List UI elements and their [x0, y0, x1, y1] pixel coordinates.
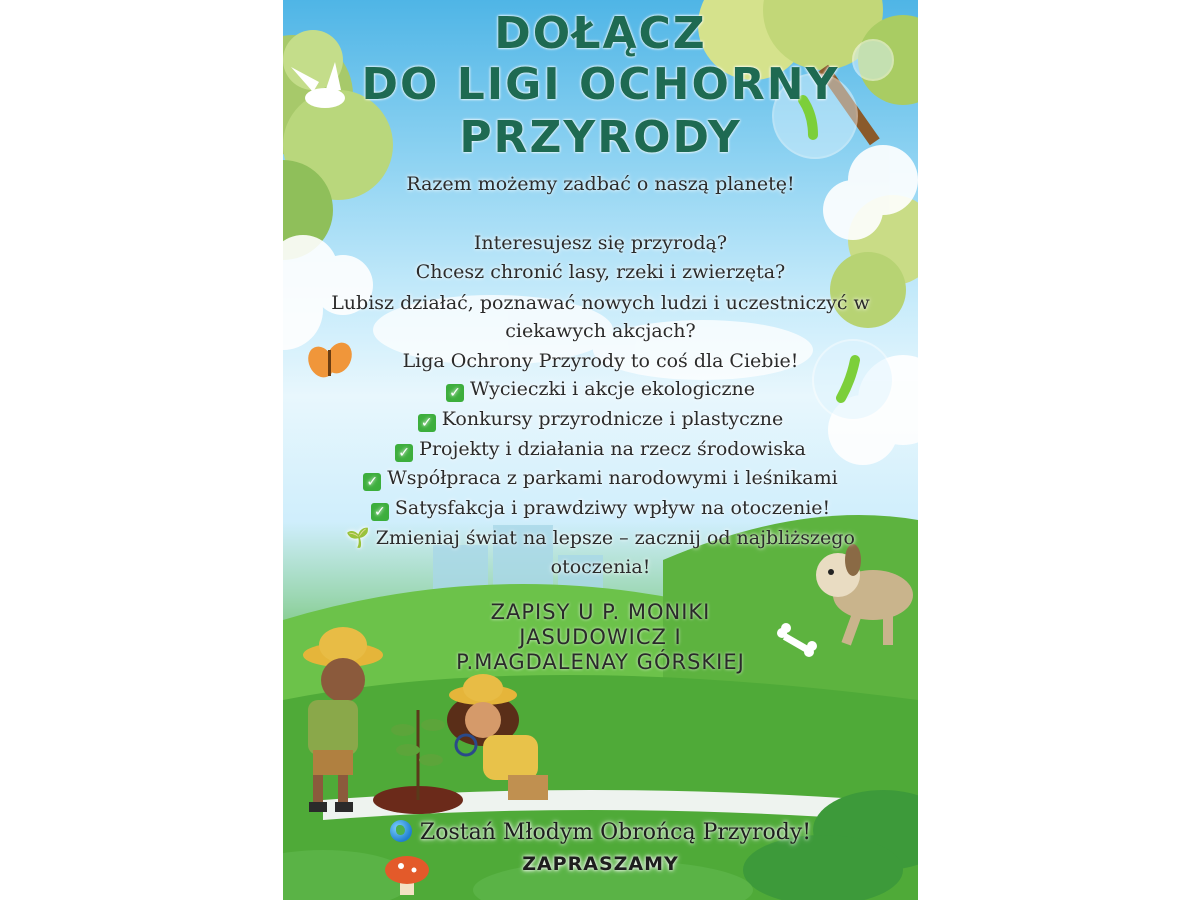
signup-line: P.MAGDALENAY GÓRSKIEJ: [456, 650, 745, 674]
signup-line: ZAPISY U P. MONIKI: [490, 600, 711, 624]
benefit-label: Współpraca z parkami narodowymi i leśnikami: [387, 467, 838, 489]
title-line-2: DO LIGI OCHORNY: [361, 59, 840, 110]
globe-icon: [390, 820, 412, 842]
closing-line: otoczenia!: [550, 556, 651, 578]
check-mark-icon: ✓: [418, 414, 436, 432]
check-mark-icon: ✓: [446, 384, 464, 402]
question-line: Chcesz chronić lasy, rzeki i zwierzęta?: [415, 261, 786, 283]
question-line: ciekawych akcjach?: [505, 320, 696, 342]
benefit-item: [283, 499, 918, 521]
benefit-label: Projekty i działania na rzecz środowiska: [419, 438, 806, 460]
check-mark-icon: ✓: [395, 444, 413, 462]
benefit-item: [283, 440, 918, 462]
question-line: Interesujesz się przyrodą?: [473, 232, 728, 254]
slogan: [283, 820, 918, 844]
poster: [283, 0, 918, 900]
title-line-1: DOŁĄCZ: [494, 8, 707, 59]
invite-text: ZAPRASZAMY: [522, 853, 679, 875]
question-line: Liga Ochrony Przyrody to coś dla Ciebie!: [402, 350, 799, 372]
tagline: Razem możemy zadbać o naszą planetę!: [406, 173, 795, 195]
closing-text: Zmieniaj świat na lepsze – zacznij od najbliższego: [375, 527, 855, 549]
question-line: Lubisz działać, poznawać nowych ludzi i uczestniczyć w: [331, 292, 870, 314]
benefit-item: [283, 410, 918, 432]
signup-line: JASUDOWICZ I: [519, 625, 682, 649]
title-line-3: PRZYRODY: [459, 112, 742, 163]
benefit-label: Satysfakcja i prawdziwy wpływ na otoczenie!: [394, 497, 831, 519]
check-mark-icon: ✓: [371, 503, 389, 521]
slogan-text: Zostań Młodym Obrońcą Przyrody!: [419, 820, 812, 845]
benefit-label: Wycieczki i akcje ekologiczne: [470, 378, 755, 400]
closing-line: [283, 529, 918, 548]
benefit-label: Konkursy przyrodnicze i plastyczne: [441, 408, 784, 430]
check-mark-icon: ✓: [363, 473, 381, 491]
benefit-item: [283, 469, 918, 491]
sprout-icon: 🌱: [346, 527, 370, 549]
benefit-item: [283, 380, 918, 402]
